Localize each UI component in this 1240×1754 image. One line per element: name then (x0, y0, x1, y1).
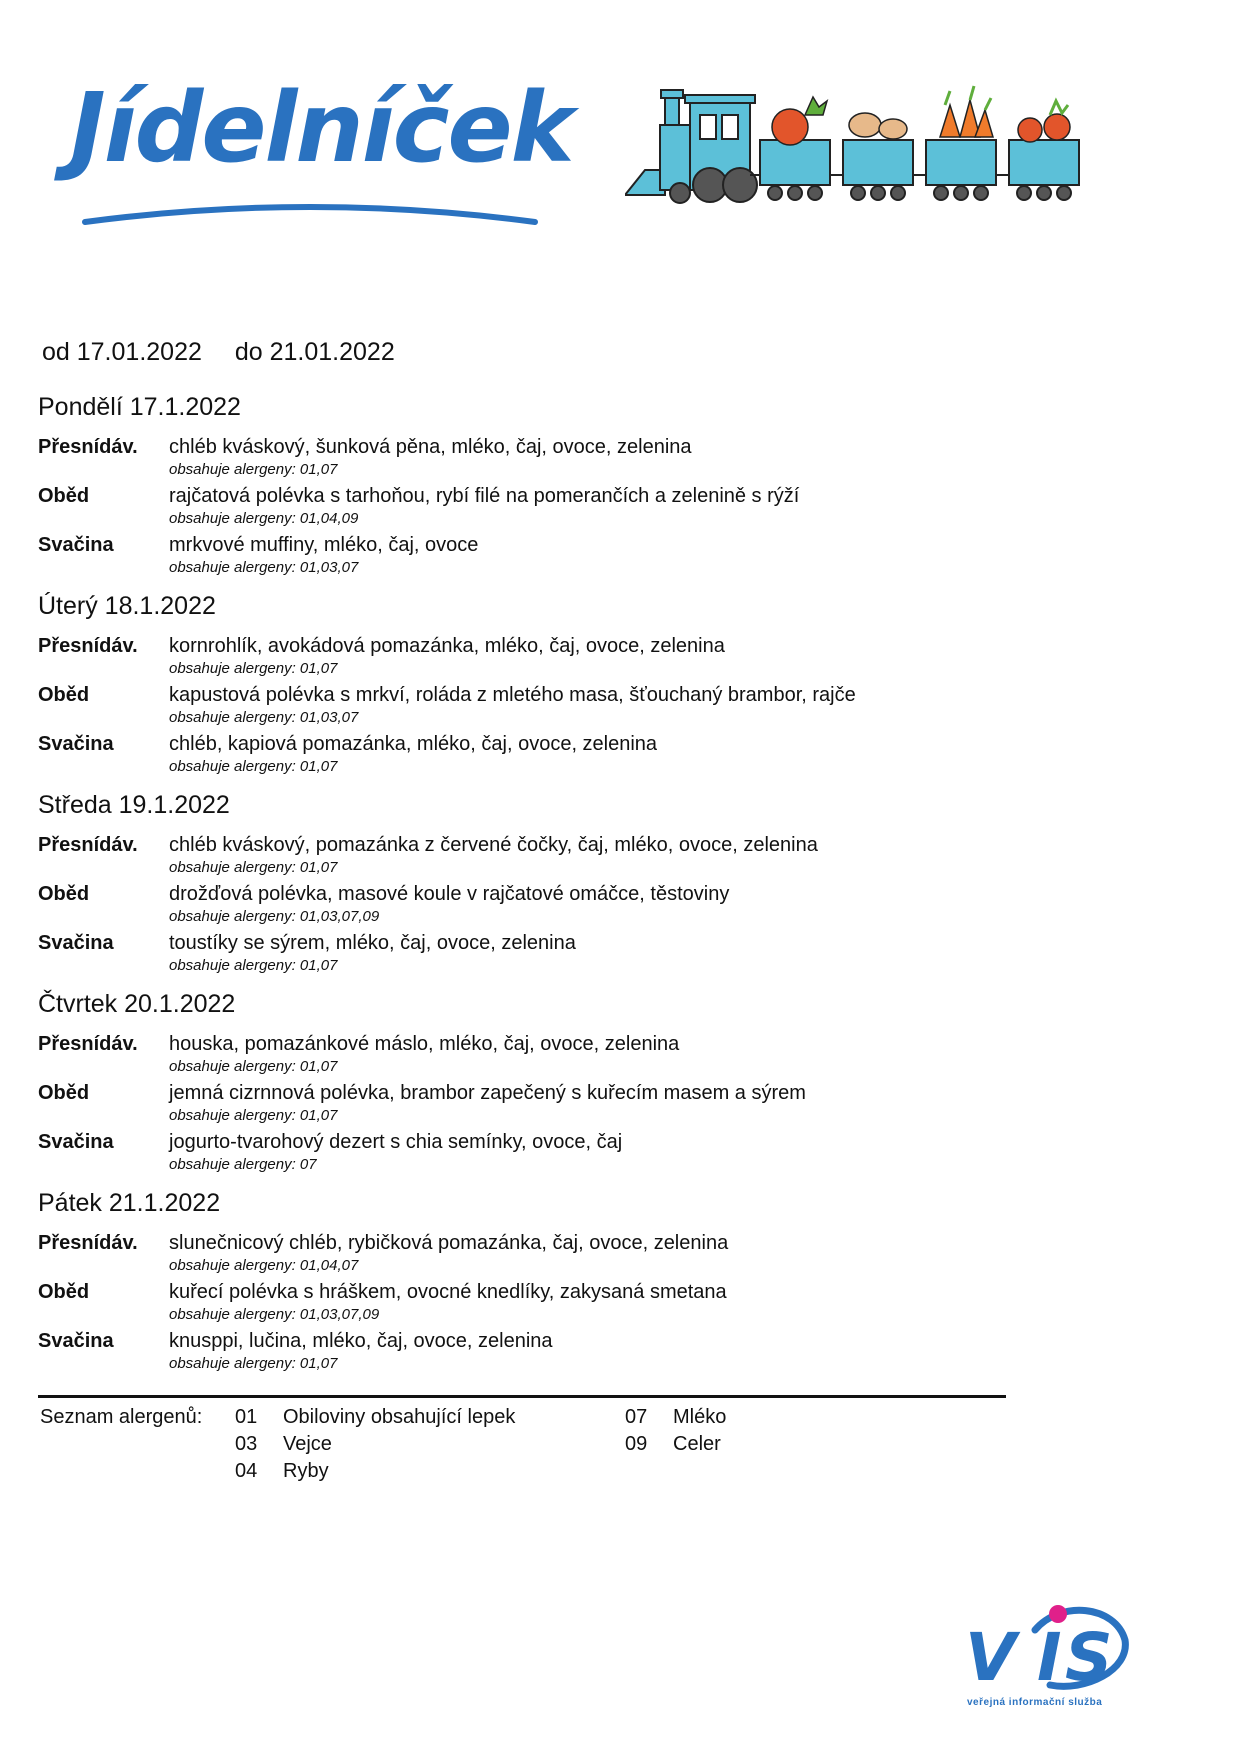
meal-allergens: obsahuje alergeny: 01,03,07,09 (169, 1306, 380, 1323)
meal-row (38, 684, 1018, 733)
divider (38, 1395, 1006, 1398)
svg-text:I: I (1037, 1619, 1062, 1695)
allergen-item (625, 1433, 721, 1456)
day-title: Pondělí 17.1.2022 (38, 393, 241, 421)
allergen-name: Obiloviny obsahující lepek (283, 1406, 516, 1428)
meal-allergens: obsahuje alergeny: 01,07 (169, 1355, 338, 1372)
day-title: Úterý 18.1.2022 (38, 592, 216, 620)
meal-allergens: obsahuje alergeny: 07 (169, 1156, 317, 1173)
meal-label: Oběd (38, 1082, 90, 1104)
meal-row (38, 635, 1018, 684)
meal-row (38, 1082, 1018, 1131)
allergen-item (235, 1460, 329, 1483)
meal-description: houska, pomazánkové máslo, mléko, čaj, ovoce, zelenina (169, 1033, 680, 1055)
meal-description: knusppi, lučina, mléko, čaj, ovoce, zelenina (169, 1330, 553, 1352)
meal-row (38, 733, 1018, 782)
allergen-code: 09 (625, 1433, 648, 1455)
meal-allergens: obsahuje alergeny: 01,07 (169, 859, 338, 876)
meal-label: Oběd (38, 883, 90, 905)
day-section (38, 392, 1018, 583)
meal-description: chléb kváskový, šunková pěna, mléko, čaj, ovoce, zelenina (169, 436, 692, 458)
allergen-item (625, 1406, 726, 1429)
svg-text:S: S (1065, 1619, 1113, 1695)
allergen-name: Vejce (283, 1433, 332, 1455)
meal-description: rajčatová polévka s tarhoňou, rybí filé na pomerančích a zelenině s rýží (169, 485, 800, 507)
meal-label: Svačina (38, 1330, 114, 1352)
meal-row (38, 932, 1018, 981)
meal-allergens: obsahuje alergeny: 01,07 (169, 1058, 338, 1075)
meal-row (38, 883, 1018, 932)
day-title: Pátek 21.1.2022 (38, 1189, 221, 1217)
allergen-code: 01 (235, 1406, 258, 1428)
meal-description: chléb, kapiová pomazánka, mléko, čaj, ovoce, zelenina (169, 733, 658, 755)
meal-label: Svačina (38, 733, 114, 755)
meal-description: chléb kváskový, pomazánka z červené čočky, čaj, mléko, ovoce, zelenina (169, 834, 818, 856)
page-title: Jídelníček (70, 72, 573, 184)
day-section (38, 790, 1018, 981)
meal-description: drožďová polévka, masové koule v rajčatové omáčce, těstoviny (169, 883, 730, 905)
meal-description: toustíky se sýrem, mléko, čaj, ovoce, zelenina (169, 932, 576, 954)
vis-logo (965, 1600, 1135, 1695)
meal-allergens: obsahuje alergeny: 01,03,07 (169, 559, 359, 576)
meal-label: Přesnídáv. (38, 834, 138, 856)
meal-label: Oběd (38, 1281, 90, 1303)
allergen-code: 04 (235, 1460, 258, 1482)
allergen-code: 07 (625, 1406, 648, 1428)
meal-description: jemná cizrnnová polévka, brambor zapečený s kuřecím masem a sýrem (169, 1082, 806, 1104)
meal-row (38, 1281, 1018, 1330)
meal-allergens: obsahuje alergeny: 01,07 (169, 957, 338, 974)
meal-label: Přesnídáv. (38, 635, 138, 657)
meal-label: Svačina (38, 534, 114, 556)
meal-description: kornrohlík, avokádová pomazánka, mléko, čaj, ovoce, zelenina (169, 635, 725, 657)
title-swoosh (80, 200, 540, 230)
date-from: od 17.01.2022 (42, 338, 202, 366)
allergen-name: Ryby (283, 1460, 329, 1482)
meal-allergens: obsahuje alergeny: 01,07 (169, 660, 338, 677)
date-to: do 21.01.2022 (234, 338, 395, 366)
meal-row (38, 534, 1018, 583)
meal-description: slunečnicový chléb, rybičková pomazánka, čaj, ovoce, zelenina (169, 1232, 729, 1254)
train-with-vegetables-illustration (625, 85, 1125, 210)
allergen-code: 03 (235, 1433, 258, 1455)
day-title: Středa 19.1.2022 (38, 791, 230, 819)
meal-row (38, 834, 1018, 883)
day-section (38, 1188, 1018, 1379)
vis-tagline: veřejná informační služba (967, 1697, 1103, 1708)
meal-allergens: obsahuje alergeny: 01,03,07 (169, 709, 359, 726)
meal-allergens: obsahuje alergeny: 01,04,09 (169, 510, 359, 527)
day-section (38, 591, 1018, 782)
meal-description: kapustová polévka s mrkví, roláda z mletého masa, šťouchaný brambor, rajče (169, 684, 856, 706)
menu-days (38, 392, 1018, 1387)
meal-row (38, 1131, 1018, 1180)
meal-label: Oběd (38, 485, 90, 507)
date-range (42, 338, 421, 367)
meal-description: mrkvové muffiny, mléko, čaj, ovoce (169, 534, 479, 556)
svg-text:V: V (965, 1619, 1017, 1695)
allergen-item (235, 1406, 515, 1429)
allergen-item (235, 1433, 332, 1456)
meal-label: Svačina (38, 1131, 114, 1153)
meal-label: Přesnídáv. (38, 1033, 138, 1055)
day-title: Čtvrtek 20.1.2022 (38, 990, 236, 1018)
meal-allergens: obsahuje alergeny: 01,07 (169, 461, 338, 478)
allergen-name: Mléko (673, 1406, 727, 1428)
meal-allergens: obsahuje alergeny: 01,07 (169, 1107, 338, 1124)
meal-label: Svačina (38, 932, 114, 954)
meal-description: kuřecí polévka s hráškem, ovocné knedlíky, zakysaná smetana (169, 1281, 727, 1303)
meal-label: Oběd (38, 684, 90, 706)
day-section (38, 989, 1018, 1180)
meal-row (38, 485, 1018, 534)
meal-row (38, 1232, 1018, 1281)
meal-allergens: obsahuje alergeny: 01,07 (169, 758, 338, 775)
allergen-legend-label: Seznam alergenů: (40, 1406, 203, 1428)
allergen-name: Celer (673, 1433, 721, 1455)
meal-row (38, 436, 1018, 485)
meal-row (38, 1330, 1018, 1379)
meal-label: Přesnídáv. (38, 1232, 138, 1254)
meal-label: Přesnídáv. (38, 436, 138, 458)
meal-row (38, 1033, 1018, 1082)
meal-description: jogurto-tvarohový dezert s chia semínky, ovoce, čaj (169, 1131, 623, 1153)
meal-allergens: obsahuje alergeny: 01,03,07,09 (169, 908, 380, 925)
meal-allergens: obsahuje alergeny: 01,04,07 (169, 1257, 359, 1274)
